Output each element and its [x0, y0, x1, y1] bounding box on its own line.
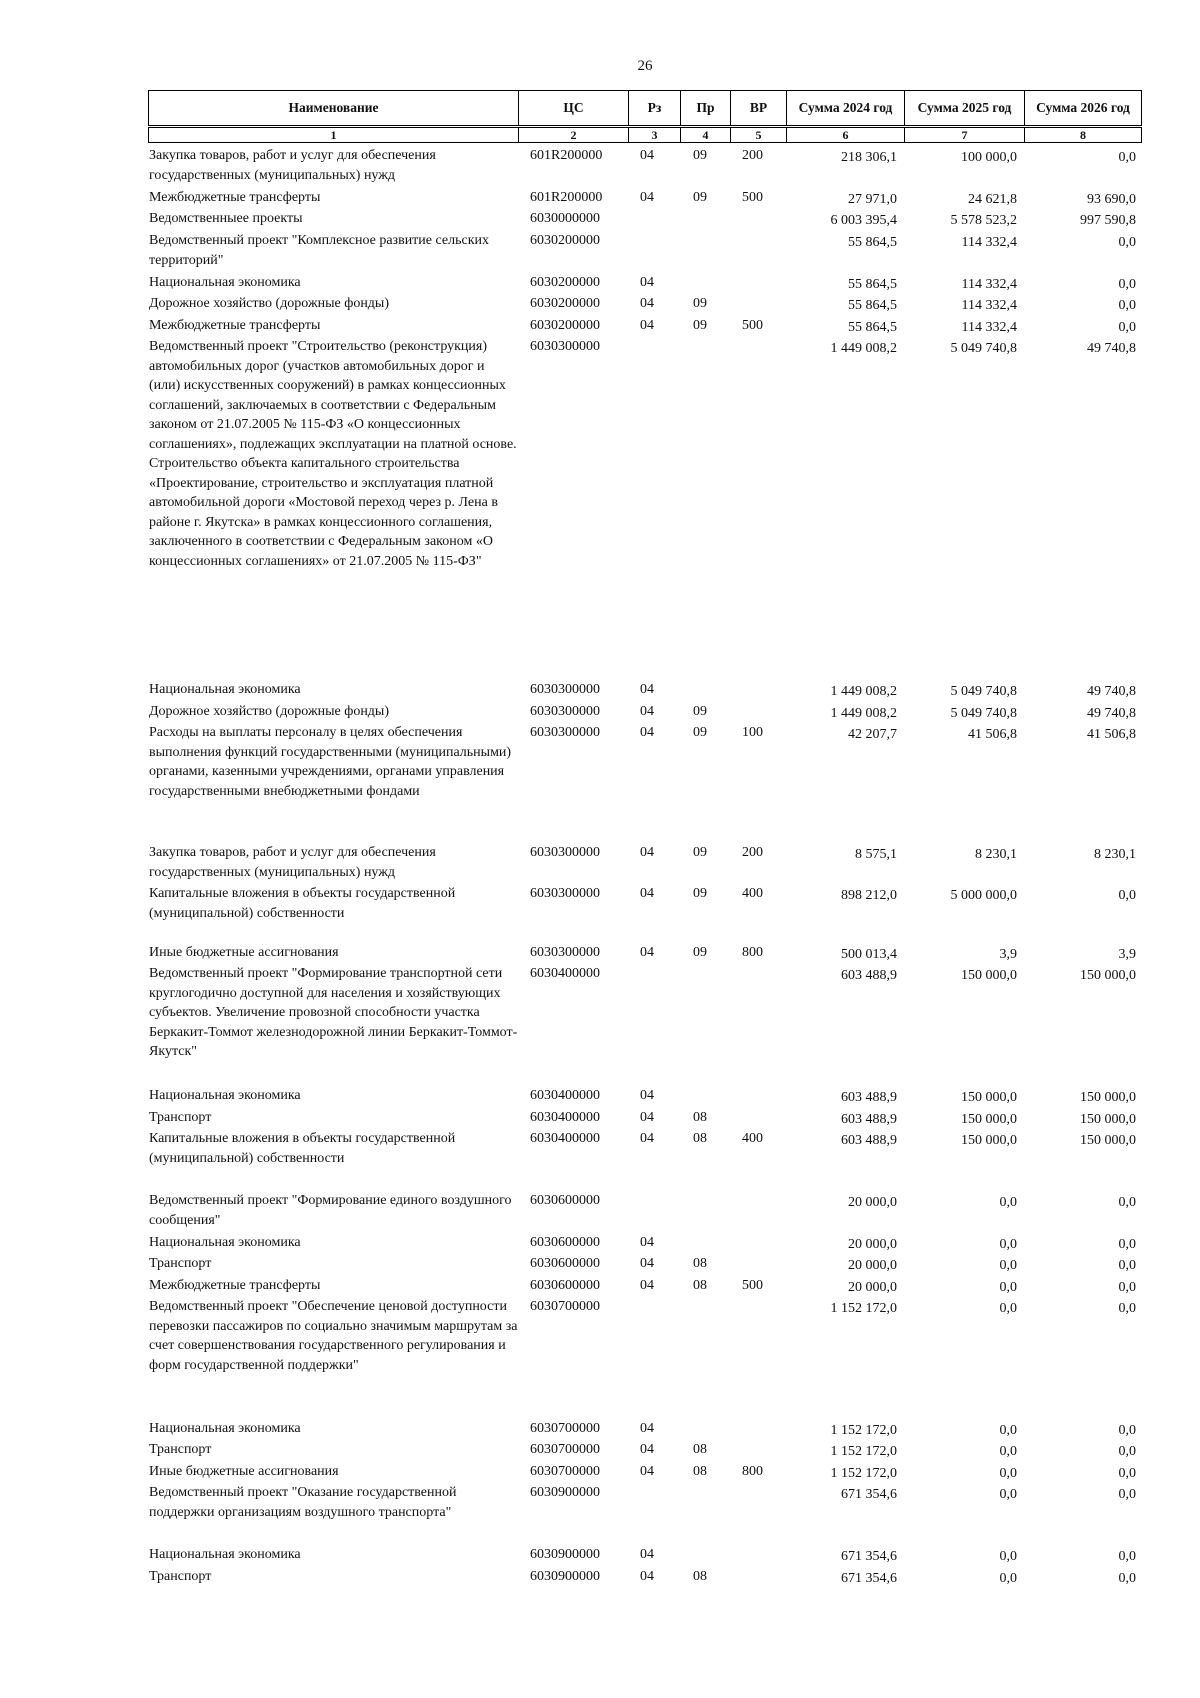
- row-subsection: 09: [693, 190, 707, 205]
- row-sum-2024: 603 488,9: [841, 1133, 897, 1148]
- row-sum-2024: 603 488,9: [841, 1112, 897, 1127]
- row-name: Ведомственный проект "Оказание государственной поддержки организациям воздушного транспорта": [149, 1485, 457, 1520]
- row-sum-2026: 0,0: [1118, 1444, 1136, 1459]
- row-subsection: 08: [693, 1442, 707, 1457]
- row-sum-2026: 41 506,8: [1087, 727, 1136, 742]
- row-sum-2024: 6 003 395,4: [830, 213, 897, 228]
- row-expense-type: 400: [742, 886, 763, 901]
- row-target-code: 6030700000: [530, 1299, 600, 1314]
- row-section: 04: [640, 704, 654, 719]
- row-sum-2024: 500 013,4: [841, 947, 897, 962]
- row-name: Национальная экономика: [149, 682, 301, 697]
- row-name: Закупка товаров, работ и услуг для обеспечения государственных (муниципальных) нужд: [149, 148, 436, 183]
- row-name: Национальная экономика: [149, 1235, 301, 1250]
- row-target-code: 6030400000: [530, 1131, 600, 1146]
- row-name: Национальная экономика: [149, 1088, 301, 1103]
- row-name: Расходы на выплаты персоналу в целях обеспечения выполнения функций государственными (муниципальными) органами, казенными учреждениями, органами управления государственными внебюджетными фондами: [149, 725, 512, 799]
- row-sum-2024: 1 152 172,0: [830, 1423, 897, 1438]
- row-sum-2024: 1 449 008,2: [830, 684, 897, 699]
- row-sum-2024: 671 354,6: [841, 1487, 897, 1502]
- row-name: Иные бюджетные ассигнования: [149, 945, 339, 960]
- row-sum-2026: 93 690,0: [1087, 192, 1136, 207]
- row-subsection: 09: [693, 725, 707, 740]
- row-name: Капитальные вложения в объекты государственной (муниципальной) собственности: [149, 1131, 456, 1166]
- row-sum-2025: 0,0: [999, 1549, 1017, 1564]
- row-sum-2026: 0,0: [1118, 1571, 1136, 1586]
- row-sum-2026: 0,0: [1118, 1487, 1136, 1502]
- row-subsection: 09: [693, 845, 707, 860]
- row-target-code: 6030400000: [530, 1110, 600, 1125]
- row-expense-type: 500: [742, 190, 763, 205]
- row-name: Транспорт: [149, 1256, 212, 1271]
- row-sum-2025: 150 000,0: [961, 1112, 1017, 1127]
- row-sum-2025: 114 332,4: [961, 320, 1017, 335]
- row-name: Дорожное хозяйство (дорожные фонды): [149, 296, 390, 311]
- row-name: Межбюджетные трансферты: [149, 190, 321, 205]
- row-name: Капитальные вложения в объекты государственной (муниципальной) собственности: [149, 886, 456, 921]
- row-target-code: 6030700000: [530, 1421, 600, 1436]
- row-sum-2026: 0,0: [1118, 1301, 1136, 1316]
- row-sum-2025: 0,0: [999, 1301, 1017, 1316]
- row-sum-2025: 5 049 740,8: [950, 684, 1017, 699]
- row-name: Дорожное хозяйство (дорожные фонды): [149, 704, 390, 719]
- row-name: Ведомственный проект "Строительство (реконструкция) автомобильных дорог (участков автомобильных дорог и (или) искусственных сооружений) в рамках концессионных соглашений, заключаемых в соответствии с Федеральным законом от 21.07.2005 № 115-ФЗ «О концессионных соглашениях», подлежащих эксплуатации на платной основе. Строительство объекта капитального строительства «Проектирование, строительство и эксплуатация платной автомобильной дороги «Мостовой переход через р. Лена в районе г. Якутска» в рамках концессионного соглашения, заключенного в соответствии с Федеральным законом «О концессионных соглашениях» от 21.07.2005 № 115-ФЗ": [149, 339, 517, 569]
- row-section: 04: [640, 148, 654, 163]
- header-sum-2025: Сумма 2025 год: [905, 91, 1025, 127]
- row-target-code: 6030300000: [530, 945, 600, 960]
- row-section: 04: [640, 1256, 654, 1271]
- row-section: 04: [640, 886, 654, 901]
- row-target-code: 6030300000: [530, 682, 600, 697]
- row-sum-2024: 1 152 172,0: [830, 1301, 897, 1316]
- row-target-code: 6030400000: [530, 1088, 600, 1103]
- row-target-code: 6030600000: [530, 1278, 600, 1293]
- row-section: 04: [640, 1442, 654, 1457]
- row-target-code: 601R200000: [530, 148, 603, 163]
- row-sum-2026: 150 000,0: [1080, 968, 1136, 983]
- row-target-code: 6030000000: [530, 211, 600, 226]
- row-sum-2025: 0,0: [999, 1195, 1017, 1210]
- row-target-code: 6030700000: [530, 1442, 600, 1457]
- row-sum-2025: 0,0: [999, 1571, 1017, 1586]
- row-sum-2024: 603 488,9: [841, 968, 897, 983]
- row-sum-2024: 1 449 008,2: [830, 341, 897, 356]
- row-sum-2024: 20 000,0: [848, 1280, 897, 1295]
- row-sum-2024: 20 000,0: [848, 1237, 897, 1252]
- row-expense-type: 500: [742, 318, 763, 333]
- row-sum-2024: 1 152 172,0: [830, 1466, 897, 1481]
- row-name: Транспорт: [149, 1442, 212, 1457]
- row-name: Межбюджетные трансферты: [149, 1278, 321, 1293]
- row-section: 04: [640, 945, 654, 960]
- row-section: 04: [640, 1088, 654, 1103]
- row-name: Ведомственный проект "Формирование единого воздушного сообщения": [149, 1193, 512, 1228]
- row-sum-2025: 0,0: [999, 1423, 1017, 1438]
- row-sum-2026: 997 590,8: [1080, 213, 1136, 228]
- column-number: 1: [149, 127, 519, 143]
- row-sum-2025: 150 000,0: [961, 1133, 1017, 1148]
- row-sum-2025: 24 621,8: [968, 192, 1017, 207]
- row-sum-2026: 150 000,0: [1080, 1133, 1136, 1148]
- row-subsection: 08: [693, 1256, 707, 1271]
- row-name: Ведомственный проект "Формирование транспортной сети круглогодично доступной для населения и хозяйствующих субъектов. Увеличение провозной способности участка Беркакит-Томмот железнодорожной линии Беркакит-Томмот-Якутск": [149, 966, 518, 1059]
- row-sum-2026: 0,0: [1118, 277, 1136, 292]
- row-sum-2026: 8 230,1: [1094, 847, 1136, 862]
- column-number: 8: [1025, 127, 1142, 143]
- row-sum-2025: 5 000 000,0: [950, 888, 1017, 903]
- row-sum-2025: 114 332,4: [961, 277, 1017, 292]
- row-sum-2024: 27 971,0: [848, 192, 897, 207]
- row-sum-2026: 0,0: [1118, 1258, 1136, 1273]
- row-target-code: 6030200000: [530, 233, 600, 248]
- row-expense-type: 400: [742, 1131, 763, 1146]
- row-sum-2025: 41 506,8: [968, 727, 1017, 742]
- row-expense-type: 800: [742, 1464, 763, 1479]
- row-name: Национальная экономика: [149, 275, 301, 290]
- row-section: 04: [640, 682, 654, 697]
- row-target-code: 6030900000: [530, 1547, 600, 1562]
- row-sum-2024: 1 152 172,0: [830, 1444, 897, 1459]
- row-subsection: 08: [693, 1569, 707, 1584]
- row-section: 04: [640, 275, 654, 290]
- row-name: Ведомственный проект "Комплексное развитие сельских территорий": [149, 233, 489, 268]
- row-sum-2025: 0,0: [999, 1487, 1017, 1502]
- row-sum-2026: 150 000,0: [1080, 1090, 1136, 1105]
- row-sum-2026: 49 740,8: [1087, 684, 1136, 699]
- row-sum-2024: 8 575,1: [855, 847, 897, 862]
- row-expense-type: 200: [742, 845, 763, 860]
- row-sum-2026: 0,0: [1118, 1466, 1136, 1481]
- row-name: Иные бюджетные ассигнования: [149, 1464, 339, 1479]
- column-number: 3: [629, 127, 681, 143]
- row-sum-2026: 0,0: [1118, 235, 1136, 250]
- row-section: 04: [640, 1131, 654, 1146]
- row-sum-2025: 5 578 523,2: [950, 213, 1017, 228]
- column-number: 7: [905, 127, 1025, 143]
- row-subsection: 08: [693, 1278, 707, 1293]
- row-sum-2026: 3,9: [1118, 947, 1136, 962]
- row-section: 04: [640, 296, 654, 311]
- row-subsection: 09: [693, 318, 707, 333]
- row-sum-2024: 55 864,5: [848, 235, 897, 250]
- row-sum-2025: 5 049 740,8: [950, 706, 1017, 721]
- row-name: Ведомственныее проекты: [149, 211, 303, 226]
- row-sum-2025: 0,0: [999, 1237, 1017, 1252]
- header-cs: ЦС: [519, 91, 629, 127]
- row-section: 04: [640, 1278, 654, 1293]
- row-sum-2025: 0,0: [999, 1466, 1017, 1481]
- row-subsection: 09: [693, 296, 707, 311]
- row-name: Национальная экономика: [149, 1547, 301, 1562]
- column-number: 4: [681, 127, 731, 143]
- row-sum-2026: 0,0: [1118, 1549, 1136, 1564]
- row-name: Закупка товаров, работ и услуг для обеспечения государственных (муниципальных) нужд: [149, 845, 436, 880]
- row-target-code: 6030300000: [530, 339, 600, 354]
- row-sum-2024: 42 207,7: [848, 727, 897, 742]
- row-target-code: 6030400000: [530, 966, 600, 981]
- row-sum-2024: 671 354,6: [841, 1571, 897, 1586]
- row-sum-2025: 114 332,4: [961, 235, 1017, 250]
- row-sum-2025: 114 332,4: [961, 298, 1017, 313]
- page-number: 26: [637, 58, 653, 74]
- row-subsection: 08: [693, 1110, 707, 1125]
- row-subsection: 09: [693, 945, 707, 960]
- row-sum-2026: 0,0: [1118, 888, 1136, 903]
- row-name: Транспорт: [149, 1569, 212, 1584]
- row-section: 04: [640, 1569, 654, 1584]
- row-expense-type: 200: [742, 148, 763, 163]
- row-sum-2026: 49 740,8: [1087, 706, 1136, 721]
- row-target-code: 601R200000: [530, 190, 603, 205]
- row-target-code: 6030700000: [530, 1464, 600, 1479]
- row-name: Ведомственный проект "Обеспечение ценовой доступности перевозки пассажиров по социально значимым маршрутам за счет совершенствования государственного регулирования и форм государственной поддержки": [149, 1299, 518, 1373]
- row-sum-2024: 671 354,6: [841, 1549, 897, 1564]
- row-name: Транспорт: [149, 1110, 212, 1125]
- row-section: 04: [640, 318, 654, 333]
- row-sum-2025: 0,0: [999, 1258, 1017, 1273]
- header-sum-2024: Сумма 2024 год: [787, 91, 905, 127]
- row-section: 04: [640, 1464, 654, 1479]
- row-sum-2024: 55 864,5: [848, 298, 897, 313]
- row-section: 04: [640, 1421, 654, 1436]
- header-name: Наименование: [149, 91, 519, 127]
- row-sum-2024: 603 488,9: [841, 1090, 897, 1105]
- row-section: 04: [640, 190, 654, 205]
- row-section: 04: [640, 845, 654, 860]
- row-sum-2025: 100 000,0: [961, 150, 1017, 165]
- row-name: Межбюджетные трансферты: [149, 318, 321, 333]
- row-target-code: 6030200000: [530, 275, 600, 290]
- row-sum-2026: 150 000,0: [1080, 1112, 1136, 1127]
- row-target-code: 6030300000: [530, 725, 600, 740]
- row-sum-2024: 1 449 008,2: [830, 706, 897, 721]
- row-sum-2026: 0,0: [1118, 150, 1136, 165]
- row-section: 04: [640, 725, 654, 740]
- row-sum-2024: 20 000,0: [848, 1195, 897, 1210]
- row-section: 04: [640, 1110, 654, 1125]
- row-expense-type: 800: [742, 945, 763, 960]
- row-expense-type: 100: [742, 725, 763, 740]
- column-number: 6: [787, 127, 905, 143]
- row-sum-2026: 49 740,8: [1087, 341, 1136, 356]
- row-sum-2024: 55 864,5: [848, 320, 897, 335]
- row-target-code: 6030300000: [530, 886, 600, 901]
- row-target-code: 6030900000: [530, 1485, 600, 1500]
- row-sum-2024: 20 000,0: [848, 1258, 897, 1273]
- row-subsection: 08: [693, 1464, 707, 1479]
- row-sum-2026: 0,0: [1118, 1195, 1136, 1210]
- row-name: Национальная экономика: [149, 1421, 301, 1436]
- row-target-code: 6030600000: [530, 1256, 600, 1271]
- row-expense-type: 500: [742, 1278, 763, 1293]
- row-sum-2024: 898 212,0: [841, 888, 897, 903]
- row-sum-2026: 0,0: [1118, 320, 1136, 335]
- header-rz: Рз: [629, 91, 681, 127]
- row-sum-2025: 0,0: [999, 1280, 1017, 1295]
- row-target-code: 6030200000: [530, 296, 600, 311]
- row-target-code: 6030300000: [530, 704, 600, 719]
- header-sum-2026: Сумма 2026 год: [1025, 91, 1142, 127]
- row-target-code: 6030900000: [530, 1569, 600, 1584]
- row-sum-2025: 150 000,0: [961, 1090, 1017, 1105]
- row-sum-2024: 218 306,1: [841, 150, 897, 165]
- row-sum-2025: 3,9: [999, 947, 1017, 962]
- row-target-code: 6030200000: [530, 318, 600, 333]
- row-subsection: 08: [693, 1131, 707, 1146]
- row-target-code: 6030600000: [530, 1235, 600, 1250]
- row-sum-2025: 150 000,0: [961, 968, 1017, 983]
- row-subsection: 09: [693, 148, 707, 163]
- row-section: 04: [640, 1235, 654, 1250]
- header-vr: ВР: [731, 91, 787, 127]
- column-number: 2: [519, 127, 629, 143]
- row-sum-2025: 5 049 740,8: [950, 341, 1017, 356]
- row-sum-2026: 0,0: [1118, 298, 1136, 313]
- row-subsection: 09: [693, 886, 707, 901]
- row-sum-2024: 55 864,5: [848, 277, 897, 292]
- row-sum-2026: 0,0: [1118, 1423, 1136, 1438]
- row-sum-2026: 0,0: [1118, 1280, 1136, 1295]
- row-sum-2026: 0,0: [1118, 1237, 1136, 1252]
- column-number: 5: [731, 127, 787, 143]
- row-sum-2025: 8 230,1: [975, 847, 1017, 862]
- row-section: 04: [640, 1547, 654, 1562]
- row-target-code: 6030600000: [530, 1193, 600, 1208]
- header-pr: Пр: [681, 91, 731, 127]
- row-target-code: 6030300000: [530, 845, 600, 860]
- row-sum-2025: 0,0: [999, 1444, 1017, 1459]
- row-subsection: 09: [693, 704, 707, 719]
